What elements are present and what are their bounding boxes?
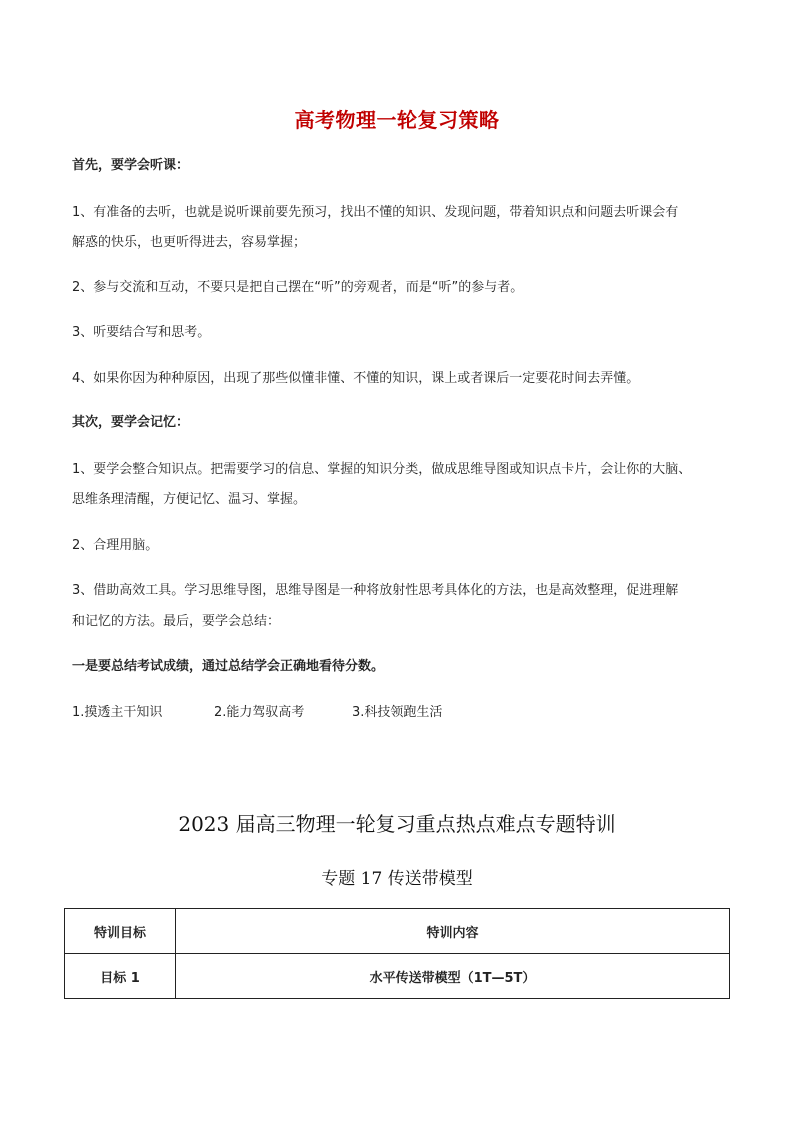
paragraph-line: 1、有准备的去听，也就是说听课前要先预习，找出不懂的知识、发现问题，带着知识点和问题去听课会有 <box>72 205 679 220</box>
slogan-list <box>72 705 442 721</box>
paragraph-line: 和记忆的方法。最后，要学会总结： <box>72 614 281 629</box>
table-cell: 水平传送带模型（1T—5T） <box>176 954 730 999</box>
training-table <box>64 908 730 999</box>
paragraph-line: 1、要学会整合知识点。把需要学习的信息、掌握的知识分类，做成思维导图或知识点卡片，会让你的大脑、 <box>72 462 692 477</box>
section-heading-listening: 首先，要学会听课： <box>72 158 190 173</box>
table-row <box>65 954 730 999</box>
table-header-cell: 特训内容 <box>176 909 730 954</box>
paragraph: 2、合理用脑。 <box>72 538 159 553</box>
list-item: 1.摸透主干知识 <box>72 705 163 720</box>
page-title: 高考物理一轮复习策略 <box>294 108 500 132</box>
paragraph: 4、如果你因为种种原因，出现了那些似懂非懂、不懂的知识，课上或者课后一定要花时间去弄懂。 <box>72 371 640 386</box>
table-header-cell: 特训目标 <box>65 909 176 954</box>
paragraph-line: 思维条理清醒，方便记忆、温习、掌握。 <box>72 492 307 507</box>
summary-statement: 一是要总结考试成绩，通过总结学会正确地看待分数。 <box>72 659 385 674</box>
topic-heading: 专题 17 传送带模型 <box>321 869 473 889</box>
list-item: 2.能力驾驭高考 <box>214 705 305 720</box>
table-cell: 目标 1 <box>65 954 176 999</box>
table-header-row <box>65 909 730 954</box>
paragraph-line: 解惑的快乐，也更听得进去，容易掌握； <box>72 235 307 250</box>
paragraph: 2、参与交流和互动，不要只是把自己摆在“听”的旁观者，而是“听”的参与者。 <box>72 280 524 295</box>
paragraph-line: 3、借助高效工具。学习思维导图，思维导图是一种将放射性思考具体化的方法，也是高效整理，促进理解 <box>72 583 679 598</box>
list-item: 3.科技领跑生活 <box>352 705 443 720</box>
series-heading: 2023 届高三物理一轮复习重点热点难点专题特训 <box>178 812 616 836</box>
section-heading-memory: 其次，要学会记忆： <box>72 415 190 430</box>
paragraph: 3、听要结合写和思考。 <box>72 325 211 340</box>
